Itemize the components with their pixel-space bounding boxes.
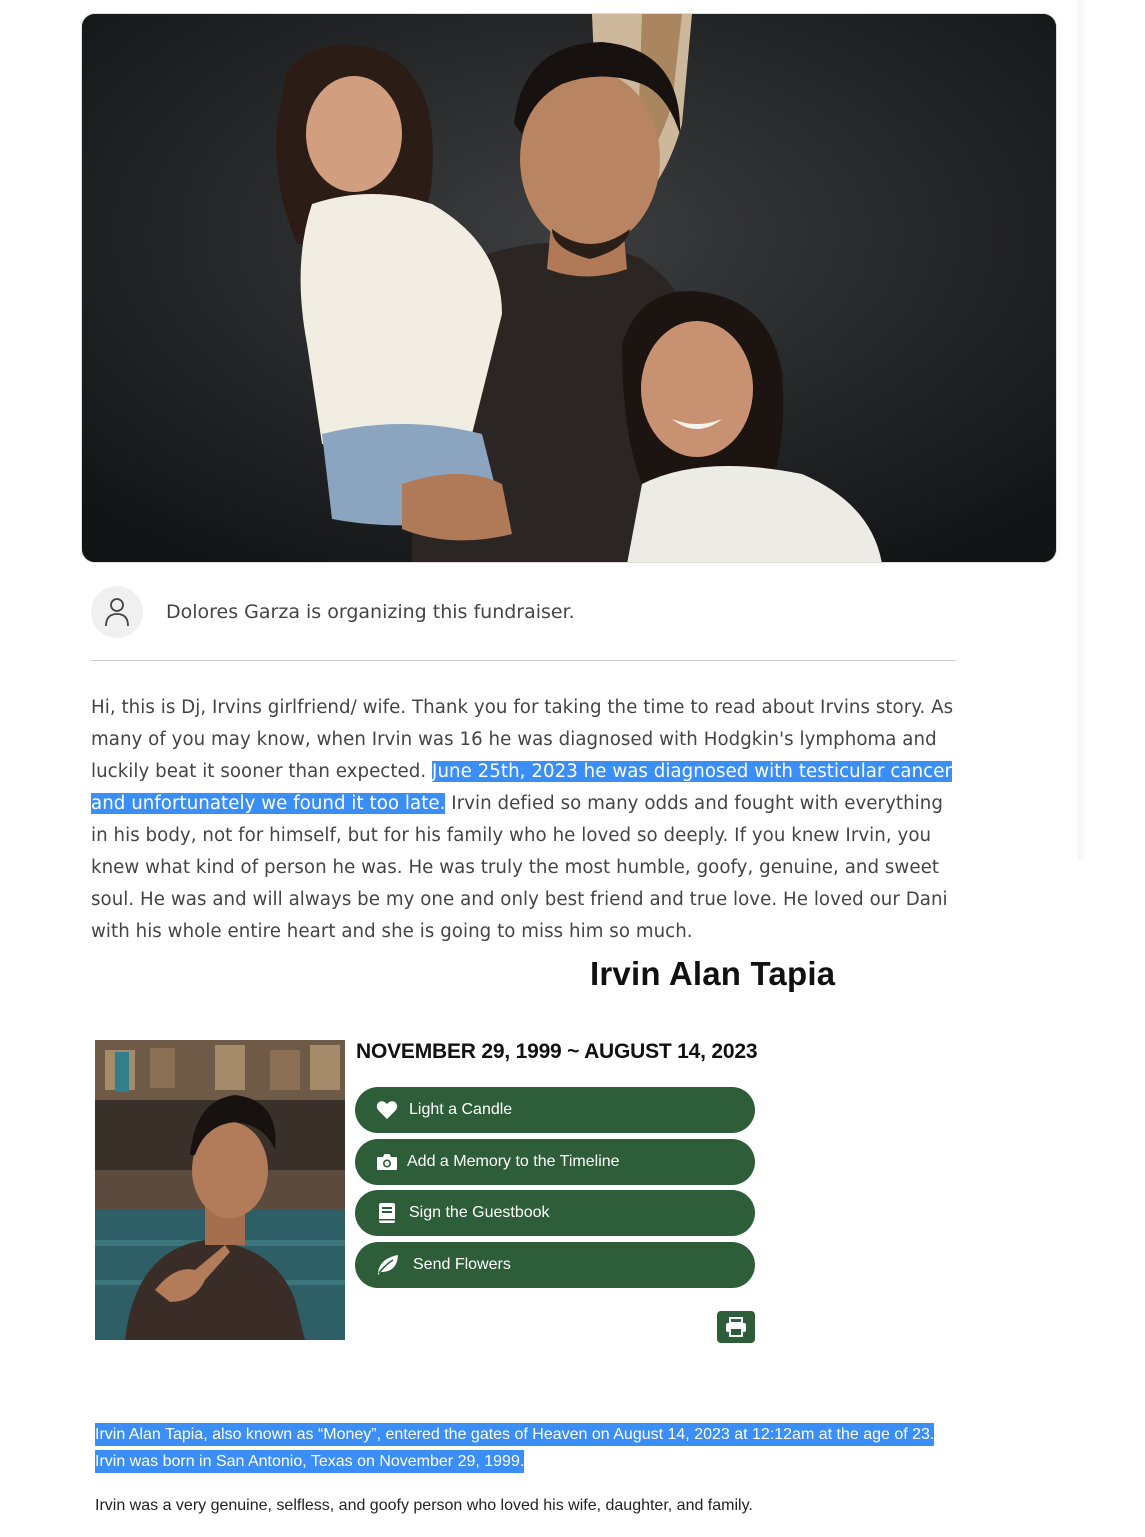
story-text-after: Irvin defied so many odds and fought with everything in his body, not for himself, but for his family who he loved so deeply. If you knew Irvin, you knew what kind of person he was. He was truly the most humble, goofy, genuine, and sweet soul. He was and will always be my one and only best friend and true love. He loved our Dani with his whole entire heart and she is going to miss him so much. <box>91 793 948 942</box>
portrait-illustration <box>95 1040 345 1340</box>
obituary-name: Irvin Alan Tapia <box>590 955 836 992</box>
print-button[interactable] <box>717 1311 755 1343</box>
printer-icon <box>725 1317 747 1337</box>
light-candle-label: Light a Candle <box>409 1101 513 1118</box>
book-icon <box>375 1201 399 1225</box>
obituary-paragraph: Irvin was a very genuine, selfless, and goofy person who loved his wife, daughter, and family. <box>95 1497 753 1514</box>
sign-guestbook-button[interactable] <box>355 1190 755 1236</box>
user-icon <box>104 597 130 627</box>
add-memory-label: Add a Memory to the Timeline <box>407 1153 620 1170</box>
portrait-photo <box>95 1040 345 1340</box>
page-edge-shadow <box>1078 0 1086 860</box>
obituary-highlight-line-2: Irvin was born in San Antonio, Texas on November 29, 1999. <box>95 1450 524 1473</box>
story-text <box>91 692 961 948</box>
hero-photo <box>81 13 1057 563</box>
divider <box>91 660 956 661</box>
light-candle-button[interactable] <box>355 1087 755 1133</box>
send-flowers-button[interactable] <box>355 1242 755 1288</box>
send-flowers-label: Send Flowers <box>413 1256 511 1273</box>
story-text-before: Hi, this is Dj, Irvins girlfriend/ wife. Thank you for taking the time to read about Irvins story. As many of you may know, when Irvin was 16 he was diagnosed with Hodgkin's lymphoma and luckily beat it sooner than expected. <box>91 697 954 782</box>
obituary-highlight-line-1: Irvin Alan Tapia, also known as “Money”, entered the gates of Heaven on August 14, 2023 at 12:12am at the age of 23. <box>95 1423 934 1446</box>
obituary-highlighted-text <box>95 1421 1055 1475</box>
leaf-icon <box>375 1253 399 1277</box>
add-memory-button[interactable] <box>355 1139 755 1185</box>
organizer-text: Dolores Garza is organizing this fundraiser. <box>166 601 575 623</box>
obituary-dates: NOVEMBER 29, 1999 ~ AUGUST 14, 2023 <box>356 1040 758 1063</box>
heart-icon <box>375 1098 399 1122</box>
organizer-row <box>91 586 575 638</box>
family-photo-illustration <box>82 14 1057 563</box>
camera-icon <box>375 1150 399 1174</box>
story-text-highlighted: June 25th, 2023 he was diagnosed with testicular cancer and unfortunately we found it too late. <box>91 761 952 814</box>
avatar <box>91 586 143 638</box>
sign-guestbook-label: Sign the Guestbook <box>409 1204 550 1221</box>
